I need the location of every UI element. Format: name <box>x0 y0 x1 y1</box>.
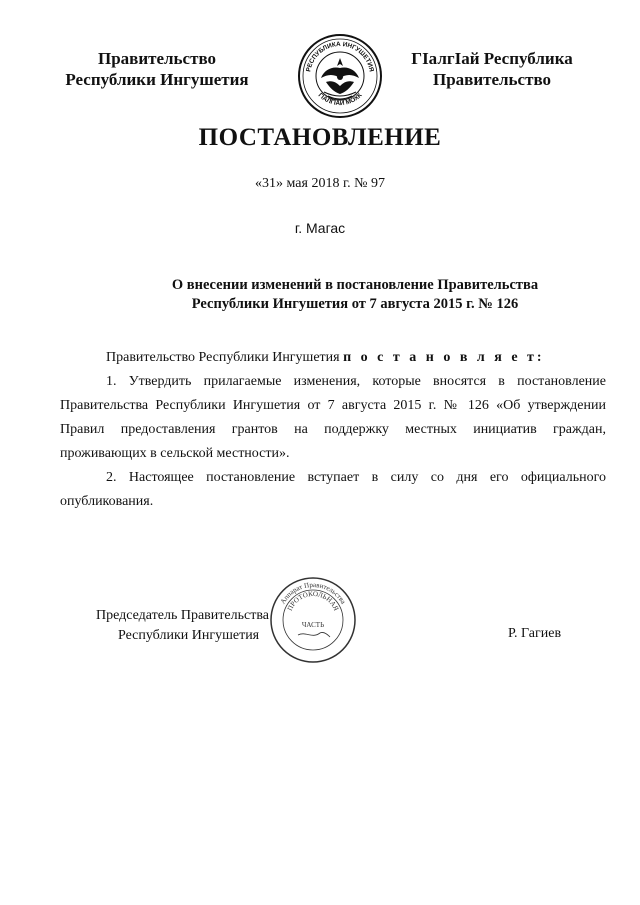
stamp-inner-text: ПРОТОКОЛЬНАЯ <box>285 589 341 613</box>
signatory-title-line1: Председатель Правительства <box>96 608 269 623</box>
header-right-line2: Правительство <box>432 70 552 89</box>
official-stamp-icon <box>268 575 358 665</box>
intro-text: Правительство Республики Ингушетия <box>106 350 340 365</box>
header-right-line1: ГIалгIай Республика <box>411 49 573 68</box>
signatory-name: Р. Гагиев <box>508 626 562 641</box>
subject-line1: О внесении изменений в постановление Правительства <box>171 277 539 293</box>
document-body <box>60 346 606 514</box>
resolve-word: п о с т а н о в л я е т: <box>343 350 545 365</box>
signatory-title-line2: Республики Ингушетия <box>118 628 260 643</box>
stamp-outer-text: Аппарат Правительства <box>278 580 348 606</box>
header-left-line2: Республики Ингушетия <box>65 70 249 89</box>
document-title: ПОСТАНОВЛЕНИЕ <box>198 124 442 151</box>
subject-line2: Республики Ингушетия от 7 августа 2015 г. № 126 <box>191 296 519 312</box>
document-date-number: «31» мая 2018 г. № 97 <box>255 176 385 191</box>
document-city: г. Магас <box>294 220 346 236</box>
emblem-top-text: РЕСПУБЛИКА ИНГУШЕТИЯ <box>305 40 375 73</box>
header-right <box>392 48 592 90</box>
item-2-paragraph: 2. Настоящее постановление вступает в силу со дня его официального опубликования. <box>60 470 606 509</box>
item-1-paragraph: 1. Утвердить прилагаемые изменения, которые вносятся в постановление Правительства Республики Ингушетия от 7 августа 2015 г. № 126 «Об утверждении Правил предоставления грантов на поддержку местных инициатив граждан, проживающих в сельской местности». <box>60 374 606 461</box>
stamp-center-text: ЧАСТЬ <box>301 621 325 629</box>
header-left <box>44 48 270 90</box>
header-left-line1: Правительство <box>97 49 217 68</box>
signatory-title <box>96 606 269 646</box>
coat-of-arms-emblem-icon <box>296 30 384 120</box>
document-subject <box>110 276 600 314</box>
intro-paragraph <box>60 346 606 370</box>
emblem-bottom-text: ГIАЛГIАЙ МОХК <box>316 91 364 108</box>
